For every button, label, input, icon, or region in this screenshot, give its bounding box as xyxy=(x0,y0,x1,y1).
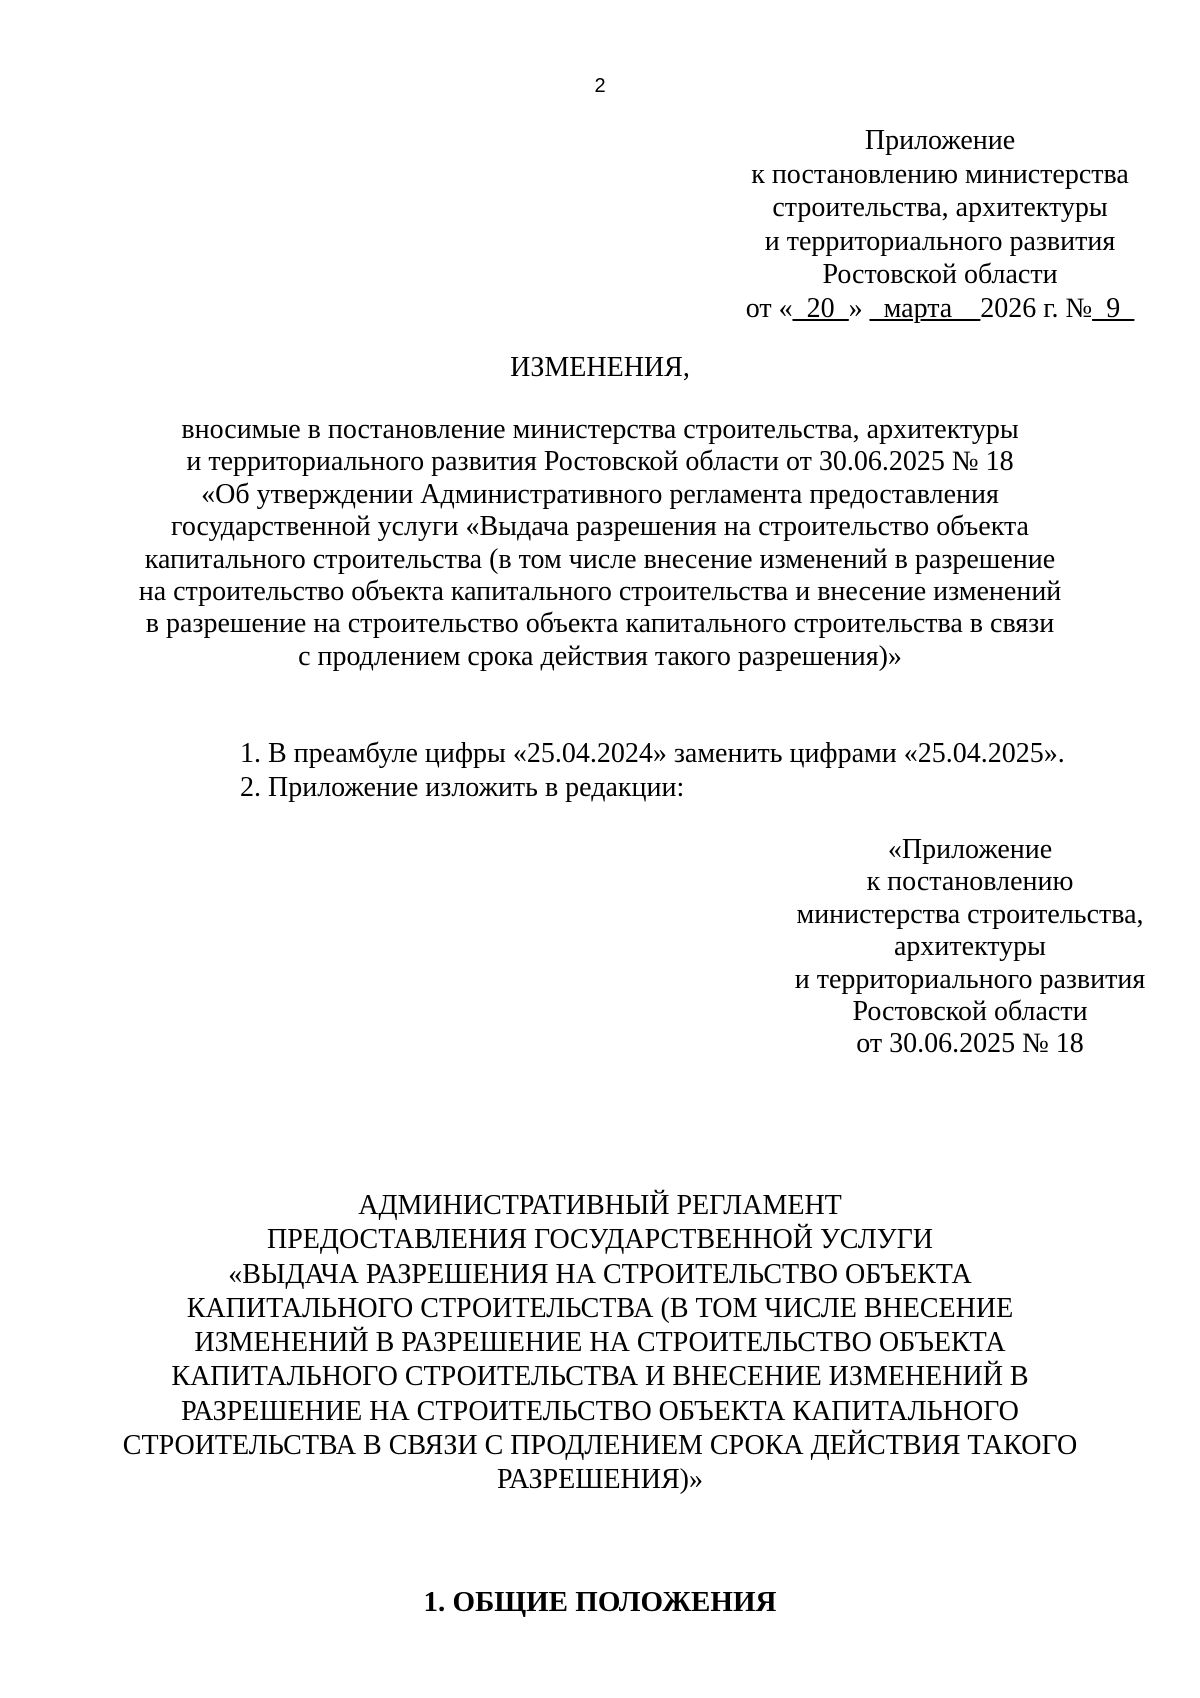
appendix-header xyxy=(700,124,1180,325)
appendix-quote-line: и территориального развития xyxy=(794,963,1146,995)
date-year-number-label: 2026 г. № xyxy=(980,292,1093,324)
appendix-quote xyxy=(770,834,1170,1061)
page-number: 2 xyxy=(594,75,606,97)
amendment-items xyxy=(240,737,1160,805)
regulation-title-line: РАЗРЕШЕНИЯ)» xyxy=(496,1464,703,1496)
regulation-title-line: КАПИТАЛЬНОГО СТРОИТЕЛЬСТВА И ВНЕСЕНИЕ ИЗМЕНЕНИЙ В xyxy=(171,1361,1029,1393)
regulation-title-line: КАПИТАЛЬНОГО СТРОИТЕЛЬСТВА (В ТОМ ЧИСЛЕ ВНЕСЕНИЕ xyxy=(186,1292,1014,1324)
section-heading: 1. ОБЩИЕ ПОЛОЖЕНИЯ xyxy=(423,1586,777,1618)
date-separator: » xyxy=(848,292,870,324)
regulation-title-line: ИЗМЕНЕНИЙ В РАЗРЕШЕНИЕ НА СТРОИТЕЛЬСТВО ОБЪЕКТА xyxy=(194,1327,1006,1359)
regulation-title-line: СТРОИТЕЛЬСТВА В СВЯЗИ С ПРОДЛЕНИЕМ СРОКА ДЕЙСТВИЯ ТАКОГО xyxy=(122,1430,1078,1462)
subtitle-line: на строительство объекта капитального строительства и внесение изменений xyxy=(138,576,1062,608)
appendix-quote-line: «Приложение xyxy=(887,834,1053,865)
regulation-title-line: ПРЕДОСТАВЛЕНИЯ ГОСУДАРСТВЕННОЙ УСЛУГИ xyxy=(266,1224,934,1256)
amendment-item: 1. В преамбуле цифры «25.04.2024» заменить цифрами «25.04.2025». xyxy=(240,738,1065,769)
regulation-title-line: АДМИНИСТРАТИВНЫЙ РЕГЛАМЕНТ xyxy=(358,1190,842,1221)
date-month: _марта__ xyxy=(869,292,981,324)
regulation-title-line: «ВЫДАЧА РАЗРЕШЕНИЯ НА СТРОИТЕЛЬСТВО ОБЪЕКТА xyxy=(228,1258,972,1290)
appendix-quote-line: архитектуры xyxy=(894,931,1046,963)
amendment-item: 2. Приложение изложить в редакции: xyxy=(240,772,685,803)
date-prefix: от « xyxy=(745,292,793,324)
subtitle-line: «Об утверждении Административного регламента предоставления xyxy=(201,478,999,510)
appendix-quote-line: к постановлению xyxy=(866,866,1074,898)
appendix-quote-line: Ростовской области xyxy=(852,996,1088,1028)
appendix-quote-line: министерства строительства, xyxy=(796,898,1144,930)
subtitle-line: и территориального развития Ростовской области от 30.06.2025 № 18 xyxy=(186,446,1014,478)
appendix-header-line: и территориального развития xyxy=(764,225,1116,257)
subtitle-line: государственной услуги «Выдача разрешения на строительство объекта xyxy=(171,511,1029,543)
appendix-header-line: Ростовской области xyxy=(822,259,1058,290)
document-subtitle xyxy=(100,414,1100,673)
appendix-header-line: к постановлению министерства xyxy=(751,158,1129,190)
subtitle-line: с продлением срока действия такого разрешения)» xyxy=(298,640,902,672)
document-title: ИЗМЕНЕНИЯ, xyxy=(510,352,690,383)
regulation-title-line: РАЗРЕШЕНИЕ НА СТРОИТЕЛЬСТВО ОБЪЕКТА КАПИТАЛЬНОГО xyxy=(181,1395,1019,1427)
appendix-date-line xyxy=(700,292,1180,326)
regulation-title xyxy=(100,1189,1100,1498)
appendix-header-line: Приложение xyxy=(864,125,1016,156)
date-day: _20_ xyxy=(792,292,849,324)
subtitle-line: вносимые в постановление министерства строительства, архитектуры xyxy=(181,414,1019,445)
subtitle-line: капитального строительства (в том числе внесение изменений в разрешение xyxy=(144,543,1056,575)
subtitle-line: в разрешение на строительство объекта капитального строительства в связи xyxy=(145,608,1055,640)
appendix-header-line: строительства, архитектуры xyxy=(772,192,1108,223)
document-number: _9_ xyxy=(1092,292,1135,324)
appendix-quote-line: от 30.06.2025 № 18 xyxy=(856,1028,1084,1060)
